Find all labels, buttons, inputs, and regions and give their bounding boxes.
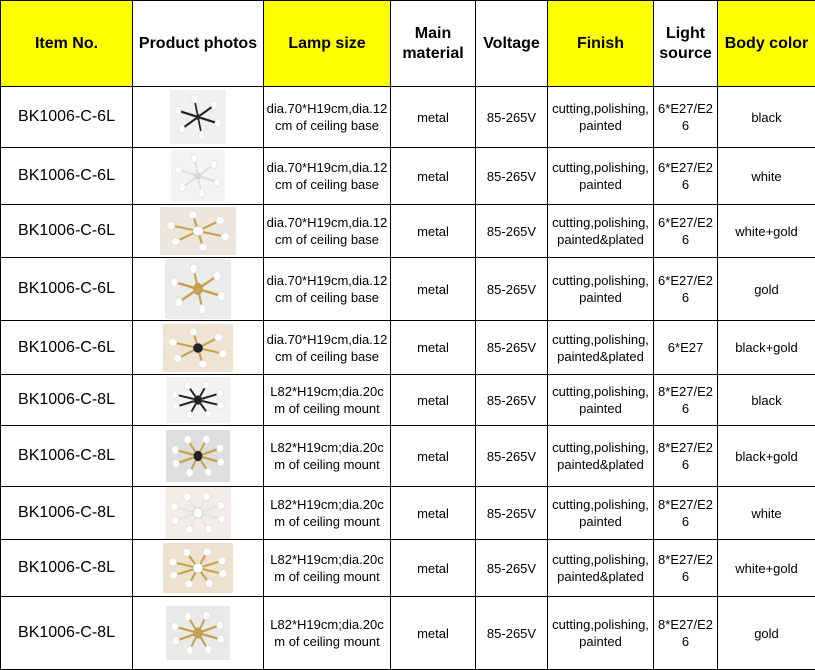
lamp-size bbox=[264, 540, 391, 597]
product-photo-cell bbox=[133, 321, 264, 375]
lamp-size-line1: L82*H19cm;dia.20c bbox=[270, 552, 383, 567]
item-number: BK1006-C-8L bbox=[1, 375, 133, 426]
lamp-size-line1: L82*H19cm;dia.20c bbox=[270, 617, 383, 632]
body-color: black bbox=[718, 375, 815, 426]
body-color: white bbox=[718, 148, 815, 205]
finish-line1: cutting,polishing, bbox=[552, 552, 649, 567]
light-source bbox=[654, 487, 718, 540]
item-number: BK1006-C-8L bbox=[1, 540, 133, 597]
voltage: 85-265V bbox=[476, 597, 548, 670]
lamp-size-line2: m of ceiling mount bbox=[274, 634, 380, 649]
item-number: BK1006-C-6L bbox=[1, 321, 133, 375]
light-source-line1: 6*E27/E2 bbox=[658, 215, 713, 230]
voltage: 85-265V bbox=[476, 426, 548, 487]
lamp-size-line2: m of ceiling mount bbox=[274, 569, 380, 584]
light-source-line2: 6 bbox=[682, 569, 689, 584]
product-photo bbox=[165, 259, 231, 319]
chandelier-image bbox=[165, 259, 231, 319]
lamp-size bbox=[264, 148, 391, 205]
product-photo bbox=[166, 430, 230, 482]
lamp-size bbox=[264, 87, 391, 148]
finish-line1: cutting,polishing, bbox=[552, 101, 649, 116]
main-material: metal bbox=[391, 205, 476, 258]
light-source-line1: 8*E27/E2 bbox=[658, 552, 713, 567]
finish-line1: cutting,polishing, bbox=[552, 215, 649, 230]
finish bbox=[548, 487, 654, 540]
finish-line1: cutting,polishing, bbox=[552, 384, 649, 399]
table-row bbox=[1, 487, 815, 540]
table-row bbox=[1, 540, 815, 597]
lamp-size-line1: dia.70*H19cm,dia.12 bbox=[267, 101, 388, 116]
body-color: gold bbox=[718, 597, 815, 670]
main-material: metal bbox=[391, 540, 476, 597]
light-source-line1: 8*E27/E2 bbox=[658, 617, 713, 632]
item-number: BK1006-C-6L bbox=[1, 87, 133, 148]
finish-line2: painted bbox=[579, 177, 622, 192]
chandelier-image bbox=[163, 324, 233, 372]
lamp-size-line2: cm of ceiling base bbox=[275, 232, 379, 247]
finish-line2: painted bbox=[579, 118, 622, 133]
main-material: metal bbox=[391, 321, 476, 375]
product-photo-cell bbox=[133, 205, 264, 258]
finish-line1: cutting,polishing, bbox=[552, 160, 649, 175]
table-row bbox=[1, 321, 815, 375]
light-source-line1: 8*E27/E2 bbox=[658, 497, 713, 512]
finish-line2: painted bbox=[579, 290, 622, 305]
body-color: white+gold bbox=[718, 540, 815, 597]
lamp-size-line1: L82*H19cm;dia.20c bbox=[270, 497, 383, 512]
lamp-size-line1: dia.70*H19cm,dia.12 bbox=[267, 273, 388, 288]
voltage: 85-265V bbox=[476, 87, 548, 148]
chandelier-image bbox=[166, 606, 230, 660]
light-source bbox=[654, 375, 718, 426]
light-source-line2: 6 bbox=[682, 401, 689, 416]
header-voltage: Voltage bbox=[476, 1, 548, 87]
voltage: 85-265V bbox=[476, 487, 548, 540]
chandelier-image bbox=[171, 150, 225, 202]
body-color: black+gold bbox=[718, 321, 815, 375]
voltage: 85-265V bbox=[476, 258, 548, 321]
product-photo-cell bbox=[133, 148, 264, 205]
light-source-line1: 6*E27/E2 bbox=[658, 273, 713, 288]
light-source-line2: 6 bbox=[682, 290, 689, 305]
finish bbox=[548, 597, 654, 670]
main-material: metal bbox=[391, 375, 476, 426]
finish bbox=[548, 321, 654, 375]
light-source bbox=[654, 148, 718, 205]
product-photo-cell bbox=[133, 487, 264, 540]
voltage: 85-265V bbox=[476, 321, 548, 375]
chandelier-image bbox=[163, 543, 233, 593]
chandelier-image bbox=[160, 207, 236, 255]
header-main-material-line1: Main bbox=[415, 25, 451, 42]
item-number: BK1006-C-6L bbox=[1, 258, 133, 321]
chandelier-image bbox=[170, 90, 226, 144]
body-color: black bbox=[718, 87, 815, 148]
light-source bbox=[654, 540, 718, 597]
product-photo bbox=[165, 487, 231, 539]
lamp-size bbox=[264, 205, 391, 258]
finish bbox=[548, 258, 654, 321]
lamp-size bbox=[264, 258, 391, 321]
voltage: 85-265V bbox=[476, 540, 548, 597]
main-material: metal bbox=[391, 87, 476, 148]
header-light-source-line1: Light bbox=[666, 25, 705, 42]
chandelier-image bbox=[166, 430, 230, 482]
item-number: BK1006-C-8L bbox=[1, 426, 133, 487]
product-photo bbox=[166, 606, 230, 660]
finish-line2: painted bbox=[579, 514, 622, 529]
light-source-line1: 8*E27/E2 bbox=[658, 440, 713, 455]
product-photo-cell bbox=[133, 375, 264, 426]
main-material: metal bbox=[391, 426, 476, 487]
main-material: metal bbox=[391, 258, 476, 321]
voltage: 85-265V bbox=[476, 205, 548, 258]
light-source-line2: 6 bbox=[682, 232, 689, 247]
lamp-size-line1: L82*H19cm;dia.20c bbox=[270, 384, 383, 399]
finish-line2: painted bbox=[579, 634, 622, 649]
finish-line1: cutting,polishing, bbox=[552, 273, 649, 288]
product-photo-cell bbox=[133, 87, 264, 148]
table-row bbox=[1, 426, 815, 487]
body-color: black+gold bbox=[718, 426, 815, 487]
table-row bbox=[1, 87, 815, 148]
light-source-line2: 6 bbox=[682, 177, 689, 192]
lamp-size-line2: m of ceiling mount bbox=[274, 514, 380, 529]
voltage: 85-265V bbox=[476, 375, 548, 426]
table-row bbox=[1, 597, 815, 670]
finish bbox=[548, 87, 654, 148]
finish bbox=[548, 540, 654, 597]
header-item-no: Item No. bbox=[1, 1, 133, 87]
finish bbox=[548, 205, 654, 258]
finish-line2: painted&plated bbox=[557, 457, 644, 472]
finish-line1: cutting,polishing, bbox=[552, 440, 649, 455]
light-source-line2: 6 bbox=[682, 514, 689, 529]
light-source-line1: 8*E27/E2 bbox=[658, 384, 713, 399]
body-color: gold bbox=[718, 258, 815, 321]
product-photo bbox=[171, 150, 225, 202]
light-source bbox=[654, 426, 718, 487]
finish-line1: cutting,polishing, bbox=[552, 332, 649, 347]
item-number: BK1006-C-8L bbox=[1, 487, 133, 540]
product-photo-cell bbox=[133, 597, 264, 670]
voltage: 85-265V bbox=[476, 148, 548, 205]
item-number: BK1006-C-6L bbox=[1, 205, 133, 258]
finish bbox=[548, 426, 654, 487]
chandelier-image bbox=[165, 487, 231, 539]
header-lamp-size: Lamp size bbox=[264, 1, 391, 87]
lamp-size-line1: dia.70*H19cm,dia.12 bbox=[267, 332, 388, 347]
main-material: metal bbox=[391, 148, 476, 205]
table-row bbox=[1, 148, 815, 205]
finish-line2: painted&plated bbox=[557, 232, 644, 247]
product-photo-cell bbox=[133, 426, 264, 487]
product-photo bbox=[163, 543, 233, 593]
table-row bbox=[1, 205, 815, 258]
lamp-size-line2: m of ceiling mount bbox=[274, 401, 380, 416]
product-photo bbox=[166, 377, 230, 423]
header-light-source-line2: source bbox=[659, 45, 711, 62]
header-product-photos: Product photos bbox=[133, 1, 264, 87]
lamp-size-line2: cm of ceiling base bbox=[275, 177, 379, 192]
product-photo-cell bbox=[133, 258, 264, 321]
lamp-size-line1: dia.70*H19cm,dia.12 bbox=[267, 160, 388, 175]
header-body-color: Body color bbox=[718, 1, 815, 87]
lamp-size bbox=[264, 487, 391, 540]
light-source bbox=[654, 258, 718, 321]
lamp-size-line1: dia.70*H19cm,dia.12 bbox=[267, 215, 388, 230]
body-color: white bbox=[718, 487, 815, 540]
light-source bbox=[654, 87, 718, 148]
body-color: white+gold bbox=[718, 205, 815, 258]
item-number: BK1006-C-6L bbox=[1, 148, 133, 205]
product-photo bbox=[160, 207, 236, 255]
finish bbox=[548, 148, 654, 205]
lamp-size-line1: L82*H19cm;dia.20c bbox=[270, 440, 383, 455]
header-main-material-line2: material bbox=[402, 45, 463, 62]
lamp-size-line2: cm of ceiling base bbox=[275, 349, 379, 364]
lamp-size-line2: cm of ceiling base bbox=[275, 290, 379, 305]
finish-line2: painted&plated bbox=[557, 569, 644, 584]
table-row bbox=[1, 258, 815, 321]
finish-line2: painted&plated bbox=[557, 349, 644, 364]
product-photo bbox=[170, 90, 226, 144]
lamp-size bbox=[264, 375, 391, 426]
lamp-size bbox=[264, 597, 391, 670]
main-material: metal bbox=[391, 487, 476, 540]
item-number: BK1006-C-8L bbox=[1, 597, 133, 670]
finish-line2: painted bbox=[579, 401, 622, 416]
header-main-material bbox=[391, 1, 476, 87]
finish bbox=[548, 375, 654, 426]
light-source-line1: 6*E27/E2 bbox=[658, 101, 713, 116]
table-row bbox=[1, 375, 815, 426]
finish-line1: cutting,polishing, bbox=[552, 617, 649, 632]
light-source-line1: 6*E27 bbox=[668, 340, 703, 355]
light-source bbox=[654, 205, 718, 258]
light-source bbox=[654, 597, 718, 670]
light-source-line1: 6*E27/E2 bbox=[658, 160, 713, 175]
finish-line1: cutting,polishing, bbox=[552, 497, 649, 512]
product-photo-cell bbox=[133, 540, 264, 597]
lamp-size-line2: m of ceiling mount bbox=[274, 457, 380, 472]
lamp-size-line2: cm of ceiling base bbox=[275, 118, 379, 133]
light-source-line2: 6 bbox=[682, 118, 689, 133]
lamp-size bbox=[264, 426, 391, 487]
main-material: metal bbox=[391, 597, 476, 670]
product-photo bbox=[163, 324, 233, 372]
lamp-size bbox=[264, 321, 391, 375]
light-source bbox=[654, 321, 718, 375]
header-row bbox=[1, 1, 815, 87]
header-light-source bbox=[654, 1, 718, 87]
header-finish: Finish bbox=[548, 1, 654, 87]
chandelier-image bbox=[166, 377, 230, 423]
light-source-line2: 6 bbox=[682, 457, 689, 472]
light-source-line2: 6 bbox=[682, 634, 689, 649]
